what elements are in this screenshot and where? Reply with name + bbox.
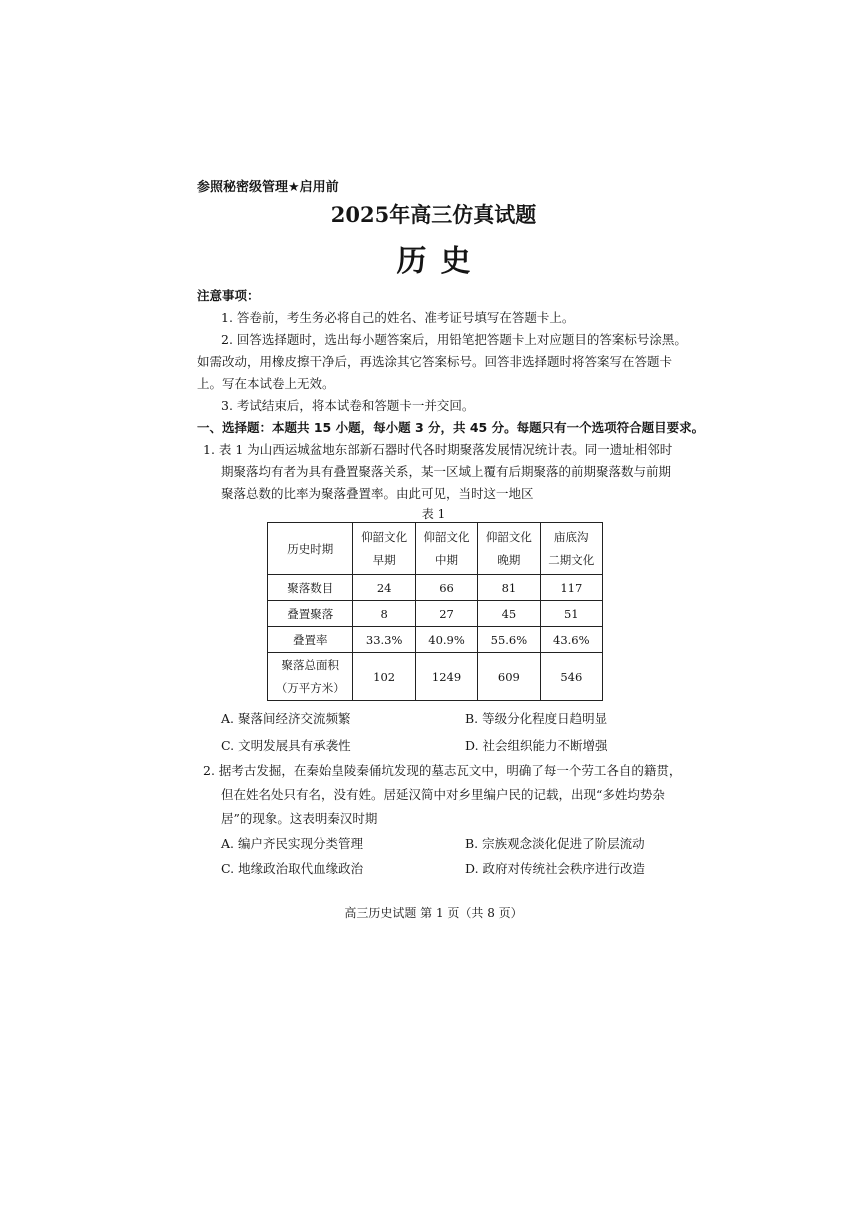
table-cell: 聚落总面积 （万平方米） <box>268 653 353 701</box>
question-2-text: 但在姓名处只有名，没有姓。居延汉简中对乡里编户民的记载，出现“多姓均势杂 <box>221 787 665 802</box>
option-b[interactable]: B. 宗族观念淡化促进了阶层流动 <box>465 836 645 851</box>
table-header-row <box>268 523 603 575</box>
table-row <box>268 653 603 701</box>
table-cell: 66 <box>415 575 477 601</box>
table-cell: 45 <box>478 601 540 627</box>
table-cell: 1249 <box>415 653 477 701</box>
table-cell: 24 <box>353 575 415 601</box>
section-heading: 一、选择题：本题共 15 小题，每小题 3 分，共 45 分。每题只有一个选项符合题目要求。 <box>197 420 705 435</box>
table-cell: 546 <box>540 653 602 701</box>
option-c[interactable]: C. 文明发展具有承袭性 <box>221 738 351 753</box>
subject-title: 历史 <box>396 244 485 279</box>
table-caption: 表 1 <box>421 507 446 521</box>
question-1-text: 聚落总数的比率为聚落叠置率。由此可见，当时这一地区 <box>221 486 534 501</box>
option-d[interactable]: D. 政府对传统社会秩序进行改造 <box>465 861 646 876</box>
table-cell: 102 <box>353 653 415 701</box>
table-header-cell: 仰韶文化 中期 <box>415 523 477 575</box>
table-cell: 8 <box>353 601 415 627</box>
table-header-cell: 庙底沟 二期文化 <box>540 523 602 575</box>
settlement-table <box>267 522 603 701</box>
table-cell: 43.6% <box>540 627 602 653</box>
notice-heading: 注意事项： <box>197 288 260 303</box>
table-cell: 聚落数目 <box>268 575 353 601</box>
question-1-text: 1. 表 1 为山西运城盆地东部新石器时代各时期聚落发展情况统计表。同一遗址相邻时 <box>203 442 673 457</box>
notice-item: 1. 答卷前，考生务必将自己的姓名、准考证号填写在答题卡上。 <box>221 310 575 325</box>
table-cell: 81 <box>478 575 540 601</box>
question-1-text: 期聚落均有者为具有叠置聚落关系，某一区域上覆有后期聚落的前期聚落数与前期 <box>221 464 672 479</box>
table-row <box>268 601 603 627</box>
table-cell: 叠置聚落 <box>268 601 353 627</box>
secret-level-label: 参照秘密级管理★启用前 <box>197 180 339 195</box>
option-b[interactable]: B. 等级分化程度日趋明显 <box>465 711 608 726</box>
notice-item: 3. 考试结束后，将本试卷和答题卡一并交回。 <box>221 398 475 413</box>
table-header-cell: 仰韶文化 晚期 <box>478 523 540 575</box>
table-header-cell: 仰韶文化 早期 <box>353 523 415 575</box>
table-cell: 33.3% <box>353 627 415 653</box>
table-row <box>268 575 603 601</box>
table-cell: 40.9% <box>415 627 477 653</box>
table-row <box>268 627 603 653</box>
question-2-text: 居”的现象。这表明秦汉时期 <box>221 811 378 826</box>
exam-title: 2025年高三仿真试题 <box>330 202 537 227</box>
table-cell: 117 <box>540 575 602 601</box>
table-cell: 55.6% <box>478 627 540 653</box>
table-cell: 27 <box>415 601 477 627</box>
table-cell: 51 <box>540 601 602 627</box>
table-cell: 叠置率 <box>268 627 353 653</box>
page-footer: 高三历史试题 第 1 页（共 8 页） <box>344 906 523 920</box>
question-2-text: 2. 据考古发掘，在秦始皇陵秦俑坑发现的墓志瓦文中，明确了每一个劳工各自的籍贯， <box>203 763 682 778</box>
notice-item: 2. 回答选择题时，选出每小题答案后，用铅笔把答题卡上对应题目的答案标号涂黑。 <box>221 332 687 347</box>
table-cell: 609 <box>478 653 540 701</box>
option-a[interactable]: A. 聚落间经济交流频繁 <box>221 711 351 726</box>
option-d[interactable]: D. 社会组织能力不断增强 <box>465 738 608 753</box>
option-c[interactable]: C. 地缘政治取代血缘政治 <box>221 861 364 876</box>
notice-item: 上。写在本试卷上无效。 <box>197 376 335 391</box>
table-header-cell: 历史时期 <box>268 523 353 575</box>
option-a[interactable]: A. 编户齐民实现分类管理 <box>221 836 363 851</box>
notice-item: 如需改动，用橡皮擦干净后，再选涂其它答案标号。回答非选择题时将答案写在答题卡 <box>197 354 673 369</box>
